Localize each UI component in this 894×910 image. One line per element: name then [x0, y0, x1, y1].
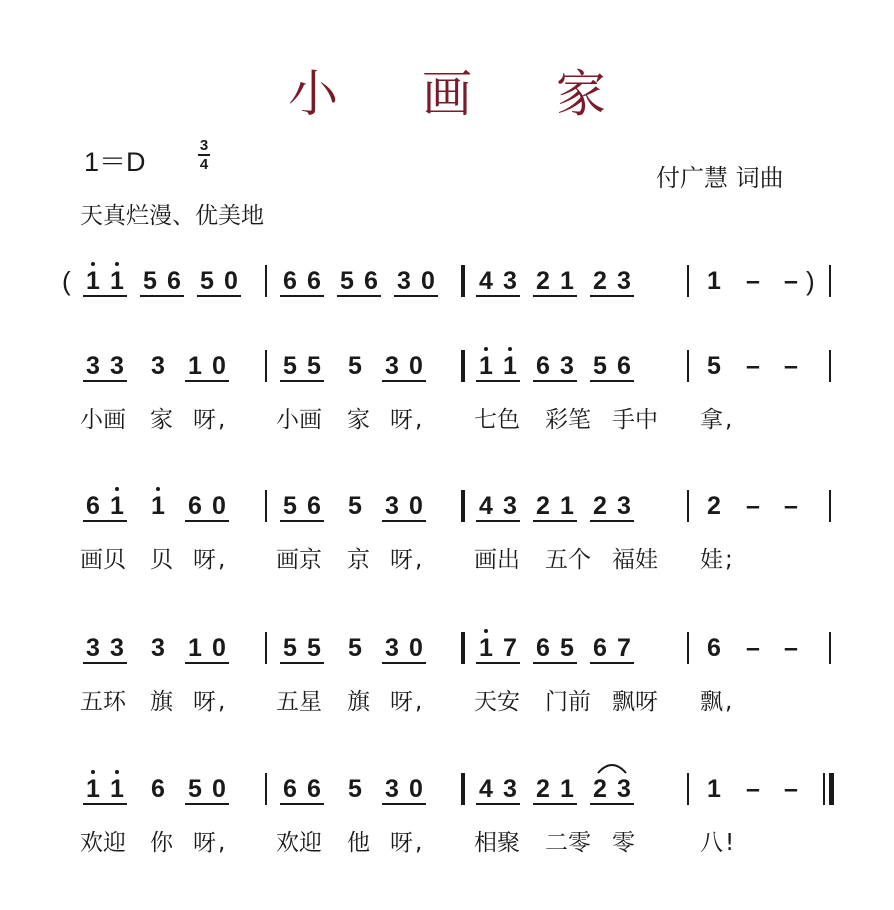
note: 4 [479, 775, 493, 803]
note: 5 [348, 634, 362, 662]
lyric-word: 欢迎 [276, 830, 322, 856]
lyric-word: 二零 [545, 830, 591, 856]
lyric-word: 家 [347, 407, 370, 433]
beam-underline [476, 295, 520, 297]
final-barline-thick [829, 773, 834, 805]
note: 0 [421, 267, 435, 295]
note: 5 [188, 775, 202, 803]
lyric-word: 呀, [390, 689, 425, 715]
beam-underline [533, 520, 577, 522]
beam-underline [83, 380, 127, 382]
tie-arc-path [598, 765, 626, 773]
lyric-word: 五星 [276, 689, 322, 715]
note: 6 [167, 267, 181, 295]
barline [461, 350, 465, 382]
barline [829, 632, 831, 664]
note: 6 [307, 492, 321, 520]
note: 5 [143, 267, 157, 295]
note: – [784, 352, 798, 380]
lyric-word: 画贝 [80, 547, 126, 573]
barline [687, 632, 689, 664]
lyric-word: 飘呀 [612, 689, 658, 715]
note: 2 [593, 775, 607, 803]
note: 6 [617, 352, 631, 380]
high-octave-dot [508, 347, 512, 351]
note: – [746, 352, 760, 380]
note: 5 [283, 352, 297, 380]
note: 0 [212, 352, 226, 380]
high-octave-dot [484, 629, 488, 633]
lyric-word: 呀, [193, 547, 228, 573]
lyric-word: 他 [347, 830, 370, 856]
note: 1 [479, 634, 493, 662]
note: 1 [560, 492, 574, 520]
note: 2 [536, 775, 550, 803]
lyric-word: 旗 [150, 689, 173, 715]
beam-underline [185, 803, 229, 805]
note: 6 [86, 492, 100, 520]
barline [461, 773, 465, 805]
barline [687, 265, 689, 297]
beam-underline [590, 295, 634, 297]
note: 7 [503, 634, 517, 662]
lyric-word: 相聚 [474, 830, 520, 856]
note: 1 [110, 775, 124, 803]
note: 0 [409, 775, 423, 803]
beam-underline [590, 380, 634, 382]
lyric-word: 拿, [700, 407, 735, 433]
note: 5 [340, 267, 354, 295]
lyric-word: 零 [612, 830, 635, 856]
lyric-word: 呀, [193, 830, 228, 856]
note: – [746, 267, 760, 295]
beam-underline [533, 380, 577, 382]
note: – [784, 634, 798, 662]
lyric-word: 呀, [193, 407, 228, 433]
beam-underline [382, 380, 426, 382]
beam-underline [476, 520, 520, 522]
note: 1 [151, 492, 165, 520]
high-octave-dot [91, 770, 95, 774]
note: 0 [409, 492, 423, 520]
time-signature [198, 138, 210, 172]
lyric-word: 你 [150, 830, 173, 856]
key-signature: 1＝D [84, 147, 146, 177]
note: 3 [385, 352, 399, 380]
note: 3 [385, 492, 399, 520]
lyric-word: 小画 [80, 407, 126, 433]
beam-underline [394, 295, 438, 297]
beam-underline [280, 803, 324, 805]
open-paren: ( [62, 266, 71, 296]
note: 7 [617, 634, 631, 662]
beam-underline [83, 662, 127, 664]
tie-arc [596, 761, 628, 775]
note: 5 [307, 634, 321, 662]
note: 4 [479, 492, 493, 520]
note: 6 [188, 492, 202, 520]
lyric-word: 娃; [700, 547, 735, 573]
beam-underline [280, 662, 324, 664]
high-octave-dot [156, 487, 160, 491]
note: 6 [707, 634, 721, 662]
note: – [746, 775, 760, 803]
note: 6 [364, 267, 378, 295]
note: 6 [593, 634, 607, 662]
note: – [784, 267, 798, 295]
note: 5 [200, 267, 214, 295]
high-octave-dot [91, 262, 95, 266]
note: 3 [151, 634, 165, 662]
beam-underline [185, 662, 229, 664]
note: 5 [560, 634, 574, 662]
note: 3 [385, 775, 399, 803]
lyric-word: 呀, [390, 407, 425, 433]
high-octave-dot [115, 770, 119, 774]
note: 0 [212, 492, 226, 520]
lyric-word: 福娃 [612, 547, 658, 573]
beam-underline [382, 662, 426, 664]
high-octave-dot [115, 487, 119, 491]
barline [265, 265, 267, 297]
beam-underline [140, 295, 184, 297]
beam-underline [185, 380, 229, 382]
note: 5 [283, 492, 297, 520]
note: 1 [110, 492, 124, 520]
note: 3 [385, 634, 399, 662]
note: 3 [86, 352, 100, 380]
note: 2 [593, 492, 607, 520]
lyric-word: 手中 [612, 407, 658, 433]
lyric-word: 旗 [347, 689, 370, 715]
barline [265, 632, 267, 664]
lyric-word: 家 [150, 407, 173, 433]
note: – [784, 775, 798, 803]
beam-underline [280, 295, 324, 297]
lyric-word: 画京 [276, 547, 322, 573]
tempo-marking: 天真烂漫、优美地 [80, 203, 264, 229]
lyric-word: 欢迎 [80, 830, 126, 856]
note: 1 [110, 267, 124, 295]
high-octave-dot [115, 262, 119, 266]
beam-underline [83, 295, 127, 297]
lyric-word: 呀, [193, 689, 228, 715]
note: 5 [593, 352, 607, 380]
barline [687, 490, 689, 522]
beam-underline [533, 295, 577, 297]
note: 1 [560, 775, 574, 803]
note: – [784, 492, 798, 520]
note: 0 [212, 634, 226, 662]
note: 3 [86, 634, 100, 662]
note: 2 [593, 267, 607, 295]
note: 1 [707, 267, 721, 295]
lyric-word: 小画 [276, 407, 322, 433]
lyric-word: 飘, [700, 689, 735, 715]
note: 3 [110, 352, 124, 380]
note: 2 [707, 492, 721, 520]
beam-underline [83, 803, 127, 805]
barline [265, 490, 267, 522]
time-signature-top: 3 [199, 137, 209, 154]
note: 6 [283, 267, 297, 295]
beam-underline [533, 803, 577, 805]
note: 2 [536, 492, 550, 520]
note: 3 [617, 267, 631, 295]
beam-underline [382, 803, 426, 805]
beam-underline [590, 520, 634, 522]
note: 5 [283, 634, 297, 662]
beam-underline [382, 520, 426, 522]
barline [461, 265, 465, 297]
note: 3 [503, 492, 517, 520]
lyric-word: 画出 [474, 547, 520, 573]
note: 0 [409, 634, 423, 662]
beam-underline [280, 380, 324, 382]
beam-underline [590, 662, 634, 664]
note: 3 [560, 352, 574, 380]
note: 0 [212, 775, 226, 803]
barline [829, 350, 831, 382]
note: 3 [397, 267, 411, 295]
barline [265, 773, 267, 805]
lyric-word: 贝 [150, 547, 173, 573]
note: 5 [348, 775, 362, 803]
beam-underline [476, 380, 520, 382]
beam-underline [280, 520, 324, 522]
lyric-word: 呀, [390, 547, 425, 573]
note: 1 [479, 352, 493, 380]
beam-underline [197, 295, 241, 297]
lyric-word: 彩笔 [545, 407, 591, 433]
note: 3 [617, 775, 631, 803]
barline [461, 490, 465, 522]
lyric-word: 天安 [474, 689, 520, 715]
lyric-word: 八! [700, 830, 737, 856]
note: 1 [86, 775, 100, 803]
beam-underline [590, 803, 634, 805]
barline [265, 350, 267, 382]
high-octave-dot [484, 347, 488, 351]
beam-underline [533, 662, 577, 664]
barline [829, 490, 831, 522]
note: 3 [503, 775, 517, 803]
song-title: 小 画 家 [288, 65, 640, 123]
beam-underline [185, 520, 229, 522]
beam-underline [337, 295, 381, 297]
note: – [746, 634, 760, 662]
note: 5 [348, 352, 362, 380]
note: 1 [188, 634, 202, 662]
note: 6 [151, 775, 165, 803]
note: 0 [224, 267, 238, 295]
note: 3 [110, 634, 124, 662]
note: 6 [307, 267, 321, 295]
barline [687, 773, 689, 805]
note: 1 [503, 352, 517, 380]
final-barline-thin [823, 773, 825, 805]
note: 1 [86, 267, 100, 295]
note: 5 [348, 492, 362, 520]
beam-underline [476, 662, 520, 664]
lyric-word: 五个 [545, 547, 591, 573]
lyric-word: 七色 [474, 407, 520, 433]
beam-underline [83, 520, 127, 522]
beam-underline [476, 803, 520, 805]
lyric-word: 门前 [545, 689, 591, 715]
author-credit: 付广慧 词曲 [656, 164, 784, 192]
note: 3 [617, 492, 631, 520]
barline [461, 632, 465, 664]
note: 6 [283, 775, 297, 803]
note: 5 [307, 352, 321, 380]
note: 2 [536, 267, 550, 295]
lyric-word: 五环 [80, 689, 126, 715]
note: 6 [307, 775, 321, 803]
time-signature-bottom: 4 [199, 156, 209, 173]
lyric-word: 京 [347, 547, 370, 573]
close-paren: ) [806, 266, 815, 296]
barline [829, 265, 831, 297]
note: 1 [560, 267, 574, 295]
note: 6 [536, 634, 550, 662]
note: 5 [707, 352, 721, 380]
note: 1 [707, 775, 721, 803]
note: 3 [151, 352, 165, 380]
lyric-word: 呀, [390, 830, 425, 856]
note: 6 [536, 352, 550, 380]
note: 3 [503, 267, 517, 295]
note: – [746, 492, 760, 520]
note: 1 [188, 352, 202, 380]
note: 0 [409, 352, 423, 380]
note: 4 [479, 267, 493, 295]
barline [687, 350, 689, 382]
